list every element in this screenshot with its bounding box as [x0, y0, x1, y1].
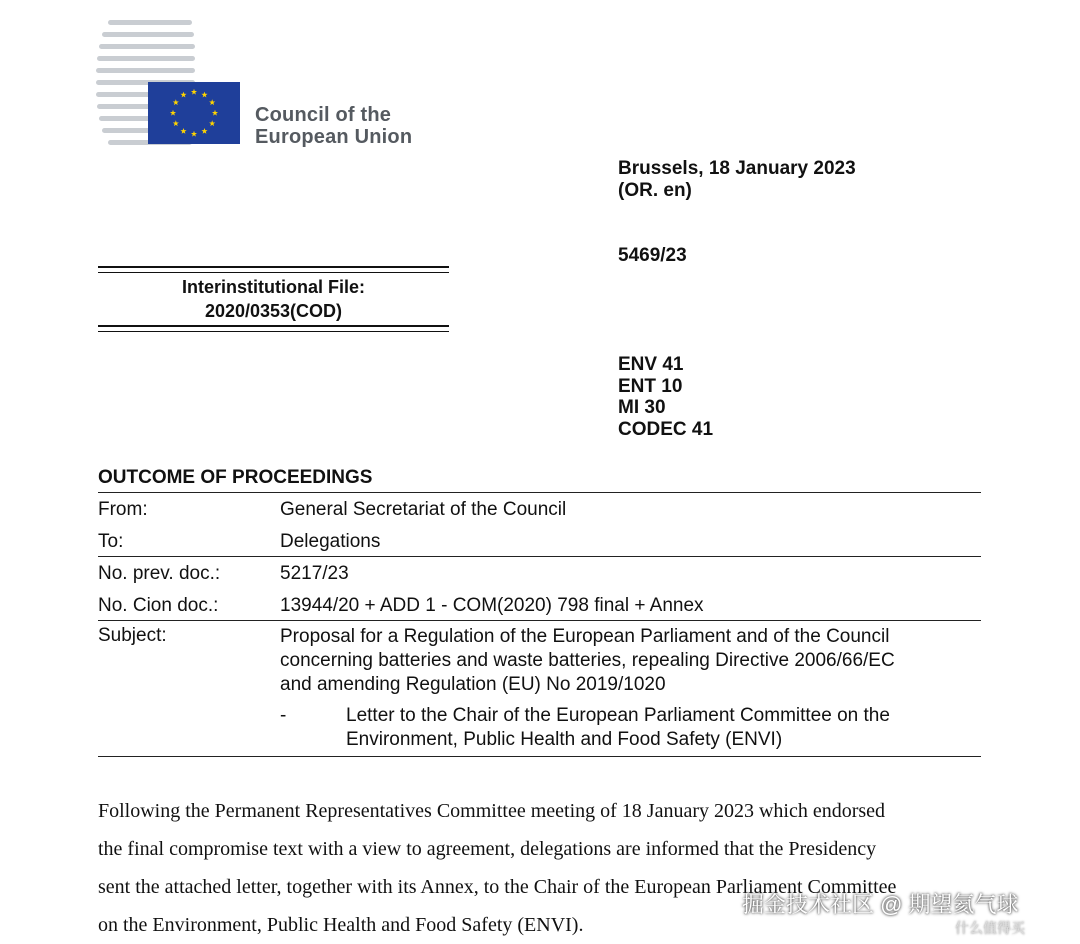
body-line: on the Environment, Public Health and Food Safety (ENVI).	[98, 914, 584, 936]
original-language: (OR. en)	[618, 180, 692, 201]
table-row-subject	[98, 621, 981, 757]
subject-sub-line: Environment, Public Health and Food Safety (ENVI)	[346, 729, 783, 750]
row-label: To:	[98, 530, 124, 552]
table-row	[98, 525, 981, 557]
subject-line: and amending Regulation (EU) No 2019/1020	[280, 674, 666, 695]
row-value: General Secretariat of the Council	[280, 493, 981, 525]
code-env: ENV 41	[618, 354, 684, 375]
row-value: Delegations	[280, 530, 381, 552]
body-line: sent the attached letter, together with its Annex, to the Chair of the European Parliament Committee	[98, 876, 897, 898]
row-label: No. prev. doc.:	[98, 557, 280, 589]
org-name-line1: Council of the	[255, 104, 392, 126]
code-mi: MI 30	[618, 397, 666, 418]
section-title: OUTCOME OF PROCEEDINGS	[98, 467, 373, 488]
file-number: 2020/0353(COD)	[204, 301, 343, 321]
code-ent: ENT 10	[618, 376, 683, 397]
table-row	[98, 557, 981, 589]
table-row	[98, 589, 981, 621]
code-codec: CODEC 41	[618, 419, 714, 440]
subject-line: Proposal for a Regulation of the European Parliament and of the Council	[280, 626, 890, 647]
row-value: 13944/20 + ADD 1 - COM(2020) 798 final + Annex	[280, 594, 704, 616]
table-row	[98, 493, 981, 525]
body-line: Following the Permanent Representatives Committee meeting of 18 January 2023 which endorsed	[98, 800, 886, 822]
subject-sub-item	[280, 704, 981, 756]
row-label: From:	[98, 493, 280, 525]
file-top-rule	[98, 266, 449, 273]
document-number: 5469/23	[618, 245, 687, 266]
row-label: No. Cion doc.:	[98, 594, 219, 616]
org-name-line2: European Union	[255, 126, 413, 148]
subject-sub-text	[346, 704, 890, 752]
proceedings-table	[98, 492, 981, 757]
row-label: Subject:	[98, 621, 280, 757]
bullet-dash: -	[280, 705, 287, 726]
subject-sub-line: Letter to the Chair of the European Parliament Committee on the	[346, 705, 890, 726]
watermark-text: 掘金技术社区 @ 期望氦气球	[742, 892, 1019, 917]
subject-line: concerning batteries and waste batteries, repealing Directive 2006/66/EC	[280, 650, 895, 671]
body-line: the final compromise text with a view to agreement, delegations are informed that the Presidency	[98, 838, 877, 860]
document-date: Brussels, 18 January 2023	[618, 158, 856, 179]
watermark-site: 什么值得买	[955, 920, 1025, 936]
row-value: 5217/23	[280, 557, 981, 589]
file-label: Interinstitutional File:	[182, 277, 365, 297]
file-bottom-rule	[98, 325, 449, 332]
body-paragraph	[98, 792, 988, 944]
subject-value	[280, 621, 981, 757]
